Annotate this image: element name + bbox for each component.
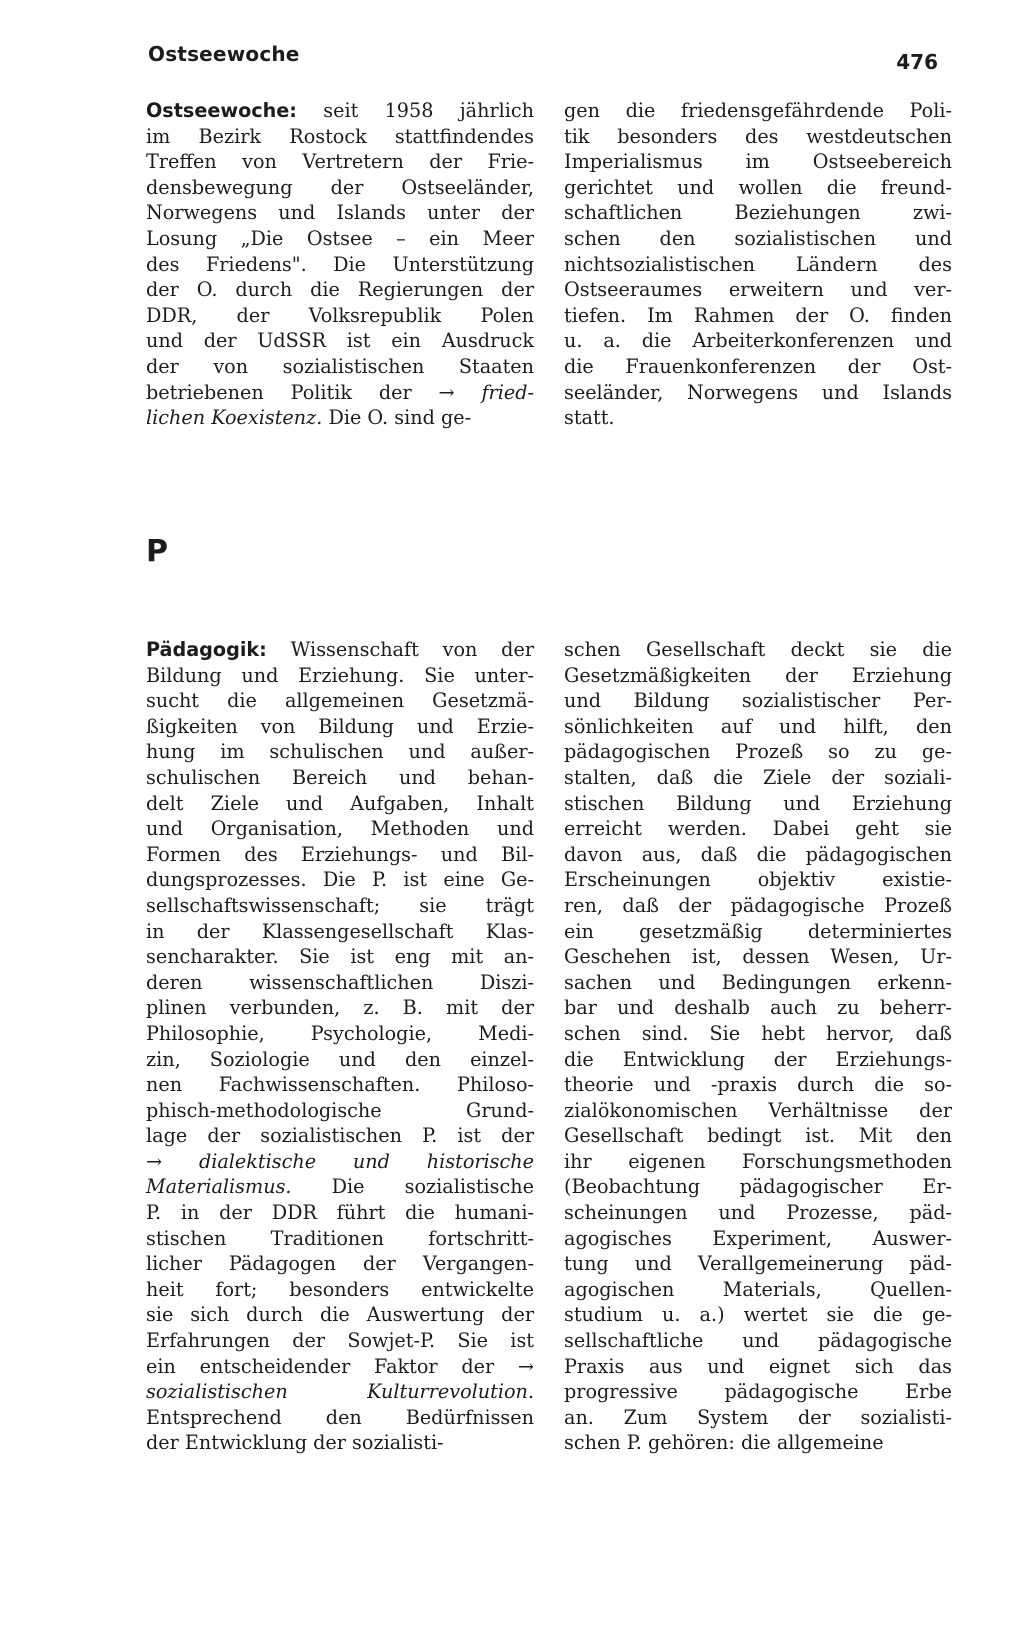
body-text: heit fort; besonders entwickelte — [146, 1277, 534, 1301]
text-line — [564, 1174, 952, 1200]
text-line — [146, 226, 534, 252]
body-text: lage der sozialistischen P. ist der — [146, 1124, 534, 1148]
body-text: ein entscheidender Faktor der → — [146, 1354, 534, 1378]
text-line — [564, 970, 952, 996]
body-text: zialökonomischen Verhältnisse der — [564, 1098, 952, 1122]
entry-ostseewoche-column-left — [146, 98, 534, 431]
section-letter-heading: P — [146, 534, 168, 569]
text-line — [564, 175, 952, 201]
body-text: Die sozialistische — [291, 1175, 534, 1199]
text-line — [146, 1047, 534, 1073]
entry-ostseewoche-column-right — [564, 98, 952, 431]
body-text: Gesellschaft bedingt ist. Mit den — [564, 1124, 952, 1148]
body-text: studium u. a.) wertet sie die ge- — [564, 1303, 952, 1327]
body-text: Erscheinungen objektiv existie- — [564, 868, 952, 892]
body-text: (Beobachtung pädagogischer Er- — [564, 1175, 952, 1199]
body-text: Losung „Die Ostsee – ein Meer — [146, 226, 534, 250]
text-line — [564, 1098, 952, 1124]
text-line — [146, 1328, 534, 1354]
text-line — [564, 1200, 952, 1226]
text-line — [564, 663, 952, 689]
text-line — [564, 98, 952, 124]
entry-paedagogik-column-right — [564, 637, 952, 1456]
text-line — [146, 303, 534, 329]
body-text: Treffen von Vertretern der Frie- — [146, 150, 534, 174]
body-text: sie sich durch die Auswertung der — [146, 1303, 534, 1327]
text-line — [564, 739, 952, 765]
body-text: schen Gesellschaft deckt sie die — [564, 638, 952, 661]
text-line — [564, 867, 952, 893]
body-text: tung und Verallgemeinerung päd- — [564, 1252, 952, 1276]
body-text: DDR, der Volksrepublik Polen — [146, 303, 534, 327]
text-line — [564, 688, 952, 714]
text-line — [146, 688, 534, 714]
text-line — [564, 405, 952, 431]
body-text: ren, daß der pädagogische Prozeß — [564, 893, 952, 917]
text-line — [146, 1098, 534, 1124]
text-line — [146, 328, 534, 354]
body-text: delt Ziele und Aufgaben, Inhalt — [146, 791, 534, 815]
body-text: sucht die allgemeinen Gesetzmä- — [146, 689, 534, 713]
text-line — [564, 919, 952, 945]
body-text: zin, Soziologie und den einzel- — [146, 1047, 534, 1071]
body-text: seit 1958 jährlich — [323, 99, 534, 122]
entry-term: Pädagogik: — [146, 638, 267, 661]
text-line — [564, 200, 952, 226]
body-text: scheinungen und Prozesse, päd- — [564, 1201, 952, 1225]
text-line — [564, 1302, 952, 1328]
text-line — [146, 277, 534, 303]
body-text: Wissenschaft von der — [290, 638, 534, 661]
body-text: seeländer, Norwegens und Islands — [564, 380, 952, 404]
text-line — [564, 277, 952, 303]
body-text: theorie und -praxis durch die so- — [564, 1073, 952, 1097]
entry-term: Ostseewoche: — [146, 99, 297, 122]
body-text: schen sind. Sie hebt hervor, daß — [564, 1021, 952, 1045]
text-line — [564, 1047, 952, 1073]
text-line — [564, 303, 952, 329]
body-text: Bildung und Erziehung. Sie unter- — [146, 663, 534, 687]
text-line — [146, 405, 534, 431]
text-line — [564, 226, 952, 252]
text-line — [564, 1277, 952, 1303]
text-line — [564, 1123, 952, 1149]
text-line — [564, 1021, 952, 1047]
cross-reference-text: sozialistischen Kulturrevolution. — [146, 1380, 534, 1404]
text-line — [564, 1430, 952, 1456]
body-text: die Frauenkonferenzen der Ost- — [564, 354, 952, 378]
text-line — [146, 124, 534, 150]
text-line — [564, 1405, 952, 1431]
body-text: sellschaftliche und pädagogische — [564, 1329, 952, 1353]
text-line — [564, 1226, 952, 1252]
text-line — [564, 380, 952, 406]
text-line — [146, 637, 534, 663]
page-number: 476 — [896, 50, 938, 74]
text-line — [146, 1379, 534, 1405]
body-text: Entsprechend den Bedürfnissen — [146, 1405, 534, 1429]
body-text: ihr eigenen Forschungsmethoden — [564, 1149, 952, 1173]
body-text: plinen verbunden, z. B. mit der — [146, 996, 534, 1020]
body-text: P. in der DDR führt die humani- — [146, 1201, 534, 1225]
running-title: Ostseewoche — [148, 42, 300, 66]
text-line — [146, 867, 534, 893]
body-text: progressive pädagogische Erbe — [564, 1380, 952, 1404]
body-text: Norwegens und Islands unter der — [146, 201, 534, 225]
body-text: und Organisation, Methoden und — [146, 817, 534, 841]
text-line — [564, 765, 952, 791]
body-text: sencharakter. Sie ist eng mit an- — [146, 945, 534, 969]
cross-reference-text: lichen Koexistenz. — [146, 406, 323, 430]
text-line — [564, 354, 952, 380]
body-text: sellschaftswissenschaft; sie trägt — [146, 893, 534, 917]
text-line — [146, 714, 534, 740]
body-text: an. Zum System der sozialisti- — [564, 1405, 952, 1429]
body-text: schen den sozialistischen und — [564, 226, 952, 250]
text-line — [146, 1277, 534, 1303]
body-text: ßigkeiten von Bildung und Erzie- — [146, 714, 534, 738]
entry-paedagogik-column-left — [146, 637, 534, 1456]
body-text: tik besonders des westdeutschen — [564, 124, 952, 148]
text-line — [146, 1251, 534, 1277]
body-text: deren wissenschaftlichen Diszi- — [146, 970, 534, 994]
text-line — [146, 1430, 534, 1456]
body-text: Gesetzmäßigkeiten der Erziehung — [564, 663, 952, 687]
body-text: phisch-methodologische Grund- — [146, 1098, 534, 1122]
text-line — [146, 98, 534, 124]
body-text: schulischen Bereich und behan- — [146, 765, 534, 789]
text-line — [146, 1123, 534, 1149]
text-line — [146, 765, 534, 791]
text-line — [564, 1379, 952, 1405]
body-text: sachen und Bedingungen erkenn- — [564, 970, 952, 994]
body-text: davon aus, daß die pädagogischen — [564, 842, 952, 866]
cross-reference-text: Materialismus. — [146, 1175, 292, 1199]
text-line — [146, 200, 534, 226]
body-text: statt. — [564, 406, 615, 430]
body-text: im Bezirk Rostock stattfindendes — [146, 124, 534, 148]
body-text: nen Fachwissenschaften. Philoso- — [146, 1073, 534, 1097]
text-line — [146, 842, 534, 868]
body-text: agogischen Materials, Quellen- — [564, 1277, 952, 1301]
body-text: dungsprozesses. Die P. ist eine Ge- — [146, 868, 534, 892]
text-line — [146, 1354, 534, 1380]
body-text: ein gesetzmäßig determiniertes — [564, 919, 952, 943]
text-line — [564, 944, 952, 970]
text-line — [564, 328, 952, 354]
body-text: → — [146, 1149, 199, 1173]
text-line — [564, 842, 952, 868]
text-line — [564, 1251, 952, 1277]
text-line — [564, 893, 952, 919]
text-line — [564, 1354, 952, 1380]
body-text: Praxis aus und eignet sich das — [564, 1354, 952, 1378]
text-line — [146, 663, 534, 689]
body-text: nichtsozialistischen Ländern des — [564, 252, 952, 276]
text-line — [146, 149, 534, 175]
cross-reference-text: fried- — [481, 380, 534, 404]
text-line — [146, 791, 534, 817]
text-line — [146, 1226, 534, 1252]
body-text: die Entwicklung der Erziehungs- — [564, 1047, 952, 1071]
body-text: stalten, daß die Ziele der soziali- — [564, 765, 952, 789]
text-line — [146, 816, 534, 842]
body-text: schen P. gehören: die allgemeine — [564, 1431, 884, 1455]
text-line — [564, 1072, 952, 1098]
text-line — [564, 714, 952, 740]
body-text: u. a. die Arbeiterkonferenzen und — [564, 329, 952, 353]
text-line — [564, 1328, 952, 1354]
text-line — [146, 919, 534, 945]
body-text: Geschehen ist, dessen Wesen, Ur- — [564, 945, 952, 969]
body-text: des Friedens". Die Unterstützung — [146, 252, 534, 276]
body-text: Die O. sind ge- — [322, 406, 472, 430]
cross-reference-text: dialektische und historische — [198, 1149, 534, 1173]
body-text: der O. durch die Regierungen der — [146, 278, 534, 302]
body-text: der Entwicklung der sozialisti- — [146, 1431, 444, 1455]
text-line — [146, 1149, 534, 1175]
text-line — [146, 739, 534, 765]
text-line — [146, 1405, 534, 1431]
text-line — [146, 995, 534, 1021]
body-text: sönlichkeiten auf und hilft, den — [564, 714, 952, 738]
text-line — [146, 1200, 534, 1226]
body-text: schaftlichen Beziehungen zwi- — [564, 201, 952, 225]
body-text: gen die friedensgefährdende Poli- — [564, 99, 952, 122]
text-line — [564, 1149, 952, 1175]
text-line — [564, 252, 952, 278]
text-line — [146, 893, 534, 919]
body-text: der von sozialistischen Staaten — [146, 354, 534, 378]
text-line — [564, 124, 952, 150]
body-text: agogisches Experiment, Auswer- — [564, 1226, 952, 1250]
text-line — [564, 995, 952, 1021]
text-line — [564, 791, 952, 817]
body-text: und Bildung sozialistischer Per- — [564, 689, 952, 713]
body-text: stischen Bildung und Erziehung — [564, 791, 952, 815]
body-text: licher Pädagogen der Vergangen- — [146, 1252, 534, 1276]
text-line — [146, 970, 534, 996]
text-line — [146, 252, 534, 278]
body-text: in der Klassengesellschaft Klas- — [146, 919, 534, 943]
body-text: stischen Traditionen fortschritt- — [146, 1226, 534, 1250]
text-line — [146, 175, 534, 201]
body-text: hung im schulischen und außer- — [146, 740, 534, 764]
body-text: Philosophie, Psychologie, Medi- — [146, 1021, 534, 1045]
body-text: Ostseeraumes erweitern und ver- — [564, 278, 952, 302]
body-text: erreicht werden. Dabei geht sie — [564, 817, 952, 841]
text-line — [564, 637, 952, 663]
body-text: bar und deshalb auch zu beherr- — [564, 996, 952, 1020]
text-line — [146, 944, 534, 970]
body-text: betriebenen Politik der → — [146, 380, 482, 404]
body-text: tiefen. Im Rahmen der O. finden — [564, 303, 952, 327]
text-line — [146, 380, 534, 406]
text-line — [564, 149, 952, 175]
body-text: und der UdSSR ist ein Ausdruck — [146, 329, 534, 353]
text-line — [146, 1302, 534, 1328]
text-line — [146, 354, 534, 380]
body-text: Imperialismus im Ostseebereich — [564, 150, 952, 174]
body-text: gerichtet und wollen die freund- — [564, 175, 952, 199]
text-line — [146, 1174, 534, 1200]
body-text: Formen des Erziehungs- und Bil- — [146, 842, 534, 866]
body-text: densbewegung der Ostseeländer, — [146, 175, 534, 199]
body-text: Erfahrungen der Sowjet-P. Sie ist — [146, 1329, 534, 1353]
text-line — [146, 1021, 534, 1047]
body-text: pädagogischen Prozeß so zu ge- — [564, 740, 952, 764]
text-line — [146, 1072, 534, 1098]
text-line — [564, 816, 952, 842]
